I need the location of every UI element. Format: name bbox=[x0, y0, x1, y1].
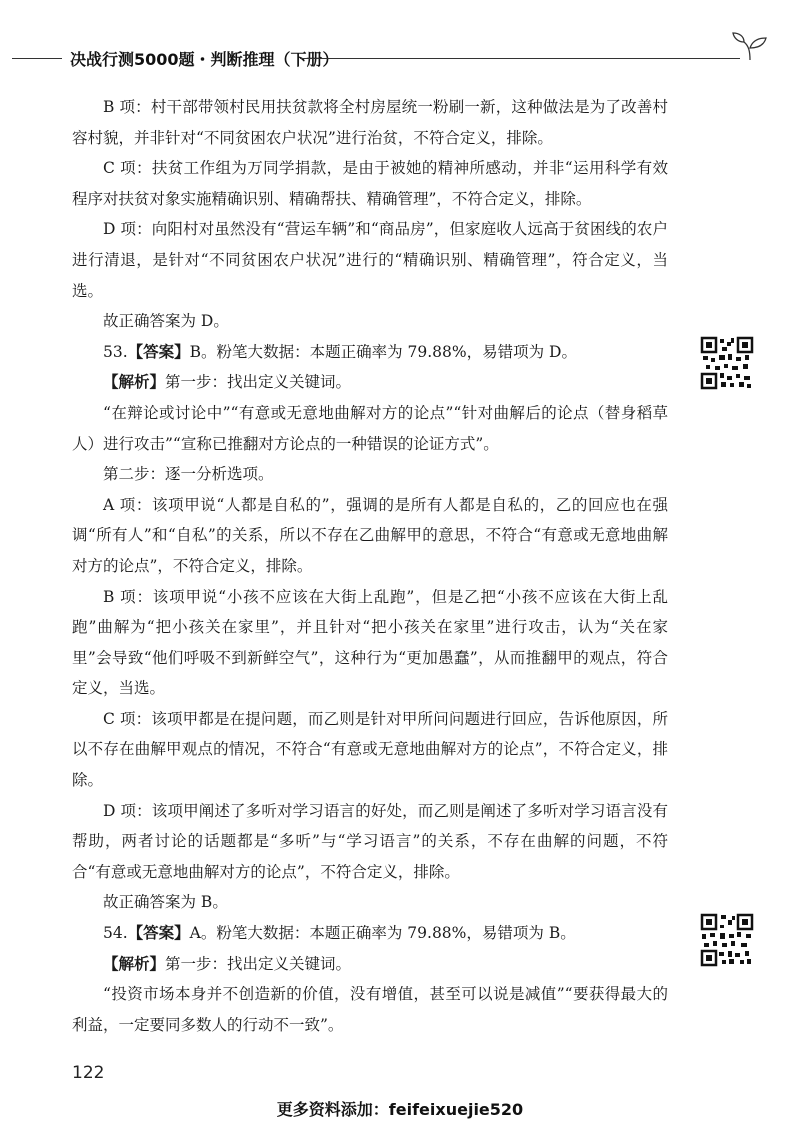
paragraph: D 项：该项甲阐述了多听对学习语言的好处，而乙则是阐述了多听对学习语言没有帮助，两者讨论的话题都是“多听”与“学习语言”的关系，不存在曲解的问题，不符合“有意或无意地曲解对方的论点”，不符合定义，排除。 bbox=[72, 801, 668, 881]
book-title: 决战行测5000题・判断推理（下册） bbox=[70, 50, 339, 69]
paragraph: C 项：该项甲都是在提问题，而乙则是针对甲所问问题进行回应，告诉他原因，所以不存在曲解甲观点的情况，不符合“有意或无意地曲解对方的论点”，不符合定义，排除。 bbox=[72, 709, 668, 790]
header-rule-right bbox=[300, 58, 740, 59]
analysis-label: 【解析】 bbox=[103, 372, 166, 392]
q53-analysis-line bbox=[72, 367, 668, 398]
paragraph: D 项：向阳村对虽然没有“营运车辆”和“商品房”，但家庭收人远高于贫困线的农户进行清退，是针对“不同贫困农户状况”进行的“精确识别、精确管理”，符合定义，当选。 bbox=[72, 220, 668, 300]
qr-code-icon[interactable] bbox=[700, 336, 754, 390]
q54-answer-line bbox=[72, 918, 668, 949]
footer-note: 更多资料添加：feifeixuejie520 bbox=[276, 1100, 524, 1119]
paragraph: “在辩论或讨论中”“有意或无意地曲解对方的论点”“针对曲解后的论点（替身稻草人）进行攻击”“宣称已推翻对方论点的一种错误的论证方式”。 bbox=[72, 403, 668, 453]
analysis-label: 【解析】 bbox=[103, 953, 166, 973]
paragraph: 故正确答案为 D。 bbox=[103, 312, 229, 331]
q53-answer-text: B。粉笔大数据：本题正确率为 79.88%，易错项为 D。 bbox=[189, 342, 577, 361]
page-number: 122 bbox=[72, 1063, 105, 1083]
paragraph: “投资市场本身并不创造新的价值，没有增值，甚至可以说是减值”“要获得最大的利益，一定要同多数人的行动不一致”。 bbox=[72, 985, 668, 1034]
paragraph: A 项：该项甲说“人都是自私的”，强调的是所有人都是自私的，乙的回应也在强调“所有人”和“自私”的关系，所以不存在乙曲解甲的意思，不符合“有意或无意地曲解对方的论点”，不符合定义，排除。 bbox=[72, 495, 668, 575]
paragraph: B 项：该项甲说“小孩不应该在大街上乱跑”，但是乙把“小孩不应该在大街上乱跑”曲解为“把小孩关在家里”，并且针对“把小孩关在家里”进行攻击，认为“关在家里”会导致“他们呼吸不到新鲜空气”，这种行为“更加愚蠢”，从而推翻甲的观点，符合定义，当选。 bbox=[72, 587, 668, 698]
paragraph: B 项：村干部带领村民用扶贫款将全村房屋统一粉刷一新，这种做法是为了改善村容村貌，并非针对“不同贫困农户状况”进行治贫，不符合定义，排除。 bbox=[72, 98, 668, 147]
q54-analysis-line bbox=[72, 949, 668, 980]
q54-answer-text: A。粉笔大数据：本题正确率为 79.88%，易错项为 B。 bbox=[189, 924, 576, 943]
q54-analysis-text: 第一步：找出定义关键词。 bbox=[165, 954, 352, 973]
q53-analysis-text: 第一步：找出定义关键词。 bbox=[165, 373, 352, 392]
paragraph: 第二步：逐一分析选项。 bbox=[103, 465, 274, 484]
header-rule-left bbox=[12, 58, 62, 59]
page-header bbox=[0, 38, 800, 74]
q54-number: 54. bbox=[103, 924, 128, 943]
answer-label: 【答案】 bbox=[127, 341, 190, 361]
q53-number: 53. bbox=[103, 342, 128, 361]
paragraph: C 项：扶贫工作组为万同学捐款，是由于被她的精神所感动，并非“运用科学有效程序对扶贫对象实施精确识别、精确帮扶、精确管理”，不符合定义，排除。 bbox=[72, 159, 668, 208]
paragraph: 故正确答案为 B。 bbox=[103, 893, 228, 912]
answer-label: 【答案】 bbox=[127, 923, 190, 943]
page-body bbox=[72, 92, 668, 1040]
qr-code-icon[interactable] bbox=[700, 913, 754, 967]
sprout-icon bbox=[730, 30, 770, 62]
q53-answer-line bbox=[72, 337, 668, 368]
